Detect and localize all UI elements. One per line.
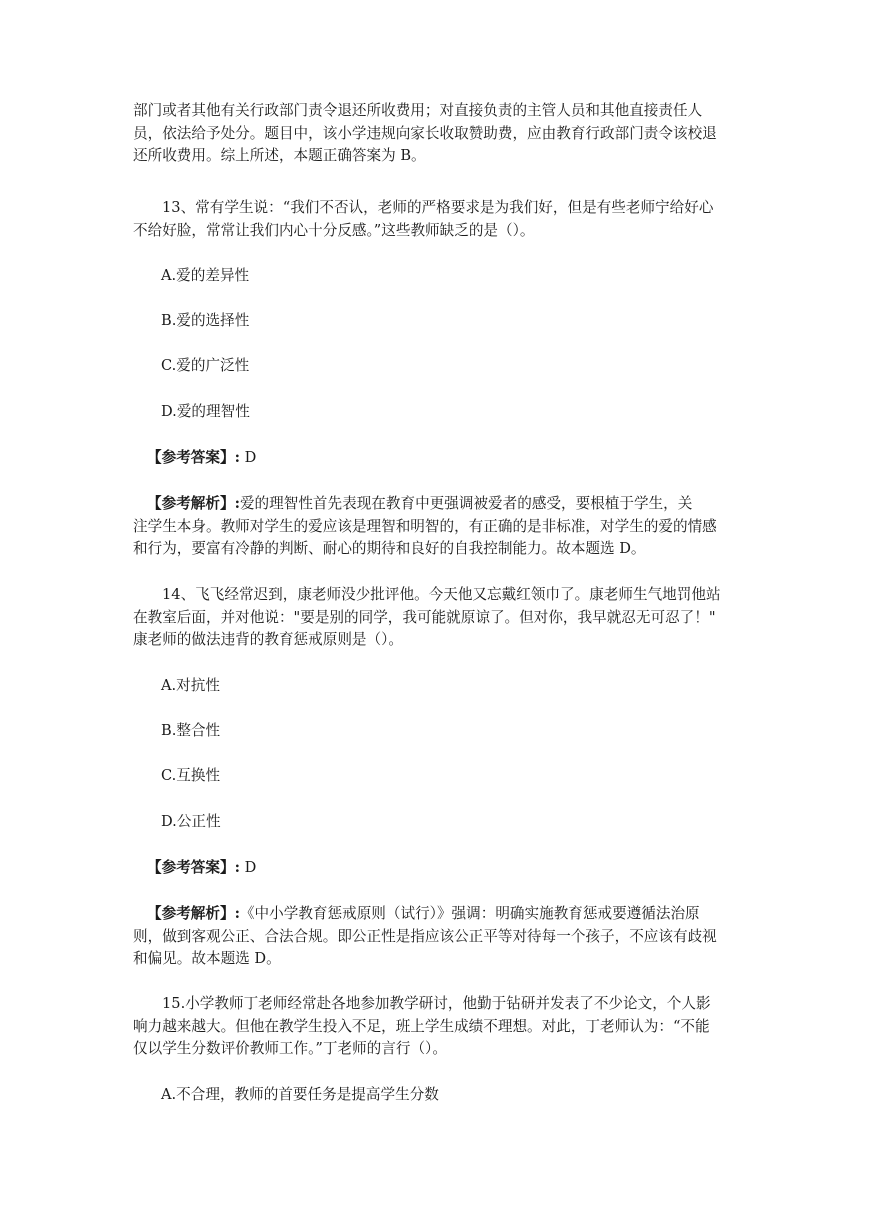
q14-analysis xyxy=(133,903,753,971)
q13-analysis-line: 和行为，要富有冷静的判断、耐心的期待和良好的自我控制能力。故本题选 D。 xyxy=(133,540,646,558)
q15-option-a: A.不合理，教师的首要任务是提高学生分数 xyxy=(161,1086,439,1103)
q13-stem-line: 13、常有学生说：“我们不否认，老师的严格要求是为我们好，但是有些老师宁给好心 xyxy=(162,199,714,216)
q14-option-b: B.整合性 xyxy=(161,722,221,739)
intro-line: 还所收费用。综上所述，本题正确答案为 B。 xyxy=(133,147,426,165)
q13-option-a: A.爱的差异性 xyxy=(161,267,250,284)
q13-analysis-line: 注学生本身。教师对学生的爱应该是理智和明智的，有正确的是非标准，对学生的爱的情感 xyxy=(133,517,717,535)
q15-stem-line: 仅以学生分数评价教师工作。”丁老师的言行（）。 xyxy=(133,1040,447,1058)
intro-line: 员，依法给予处分。题目中，该小学违规向家长收取赞助费，应由教育行政部门责令该校退 xyxy=(133,124,717,142)
intro-line: 部门或者其他有关行政部门责令退还所收费用；对直接负责的主管人员和其他直接责任人 xyxy=(133,102,703,119)
q14-stem-line: 在教室后面，并对他说："要是别的同学，我可能就原谅了。但对你，我早就忍无可忍了！" xyxy=(133,608,716,626)
q14-stem-line: 康老师的做法违背的教育惩戒原则是（）。 xyxy=(133,631,403,649)
q14-analysis-line: 和偏见。故本题选 D。 xyxy=(133,950,281,968)
q15-stem xyxy=(133,993,743,1061)
answer-label: 【参考答案】: xyxy=(147,449,240,466)
q14-option-c: C.互换性 xyxy=(161,767,221,784)
q14-stem xyxy=(133,584,743,652)
q14-answer xyxy=(147,857,256,879)
q14-analysis-line: 则，做到客观公正、合法合规。即公正性是指应该公正平等对待每一个孩子，不应该有歧视 xyxy=(133,927,717,945)
analysis-label: 【参考解析】: xyxy=(147,495,240,512)
q15-stem-line: 响力越来越大。但他在教学生投入不足，班上学生成绩不理想。对此，丁老师认为：“不能 xyxy=(133,1017,710,1035)
answer-label: 【参考答案】: xyxy=(147,859,240,876)
analysis-text: 《中小学教育惩戒原则（试行）》强调：明确实施教育惩戒要遵循法治原 xyxy=(239,905,700,922)
q13-answer xyxy=(147,447,256,469)
intro-paragraph xyxy=(133,100,743,168)
q14-option-a: A.对抗性 xyxy=(161,677,220,694)
q14-option-d: D.公正性 xyxy=(161,813,221,830)
q15-stem-line: 15.小学教师丁老师经常赴各地参加教学研讨，他勤于钻研并发表了不少论文，个人影 xyxy=(162,995,711,1012)
analysis-text: 爱的理智性首先表现在教育中更强调被爱者的感受，要根植于学生，关 xyxy=(239,495,693,512)
q13-option-c: C.爱的广泛性 xyxy=(161,357,250,374)
q13-stem-line: 不给好脸，常常让我们内心十分反感。”这些教师缺乏的是（）。 xyxy=(133,221,535,239)
analysis-label: 【参考解析】: xyxy=(147,905,240,922)
q13-analysis-line xyxy=(133,493,753,516)
answer-value: D xyxy=(239,449,257,466)
q14-analysis-line xyxy=(133,903,753,926)
answer-value: D xyxy=(239,859,257,876)
q13-option-d: D.爱的理智性 xyxy=(161,403,250,420)
q13-stem xyxy=(133,197,743,242)
q13-analysis xyxy=(133,493,753,561)
q14-stem-line: 14、飞飞经常迟到，康老师没少批评他。今天他又忘戴红领巾了。康老师生气地罚他站 xyxy=(162,586,721,603)
q13-option-b: B.爱的选择性 xyxy=(161,312,250,329)
